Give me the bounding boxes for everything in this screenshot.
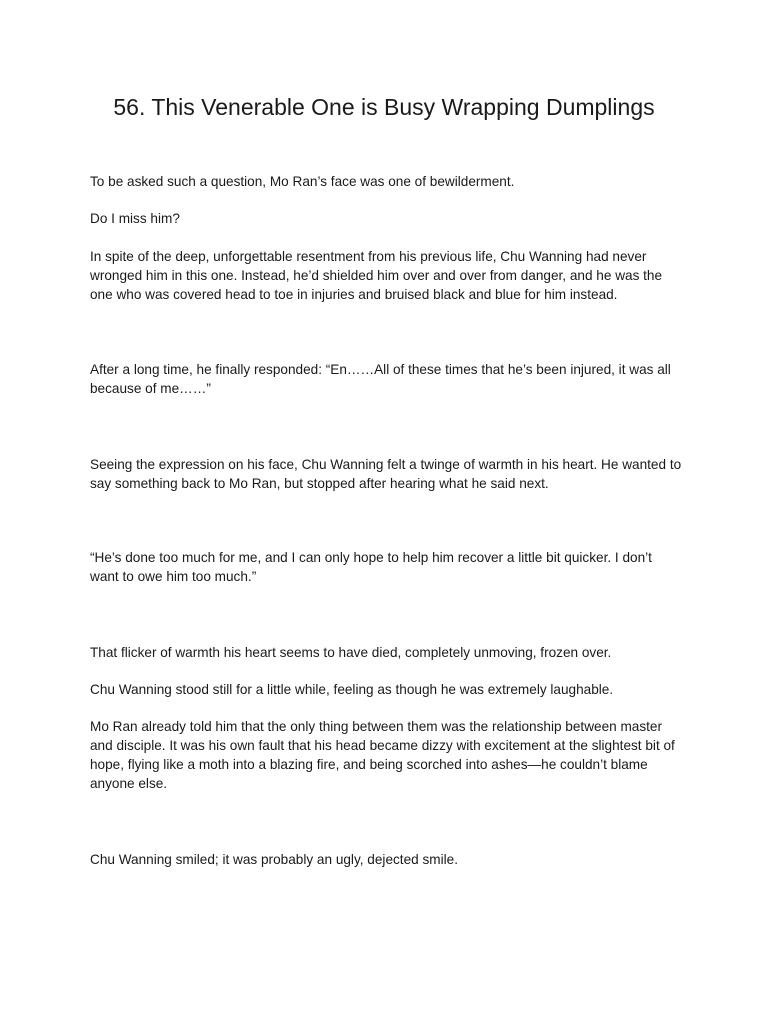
paragraph: To be asked such a question, Mo Ran’s face was one of bewilderment. bbox=[90, 174, 515, 189]
chapter-title: 56. This Venerable One is Busy Wrapping Dumplings bbox=[113, 94, 655, 120]
paragraph: Mo Ran already told him that the only thing between them was the relationship between master and disciple. It was his own fault that his head became dizzy with excitement at the slightest bit of hope, flying like a moth into a blazing fire, and being scorched into ashes—he couldn’t blame anyone else. bbox=[90, 719, 675, 791]
paragraph: “He’s done too much for me, and I can only hope to help him recover a little bit quicker. I don’t want to owe him too much.” bbox=[90, 550, 652, 584]
paragraph: Chu Wanning stood still for a little while, feeling as though he was extremely laughable. bbox=[90, 682, 614, 697]
paragraph: Do I miss him? bbox=[90, 211, 180, 226]
paragraph: Chu Wanning smiled; it was probably an ugly, dejected smile. bbox=[90, 852, 458, 867]
paragraph: Seeing the expression on his face, Chu Wanning felt a twinge of warmth in his heart. He wanted to say something back to Mo Ran, but stopped after hearing what he said next. bbox=[90, 457, 682, 491]
paragraph: That flicker of warmth his heart seems to have died, completely unmoving, frozen over. bbox=[90, 645, 612, 660]
paragraph: In spite of the deep, unforgettable resentment from his previous life, Chu Wanning had never wronged him in this one. Instead, he’d shielded him over and over from danger, and he was the one who was covered head to toe in injuries and bruised black and blue for him instead. bbox=[90, 249, 663, 302]
paragraph: After a long time, he finally responded: “En……All of these times that he’s been injured, it was all because of me……” bbox=[90, 362, 671, 396]
